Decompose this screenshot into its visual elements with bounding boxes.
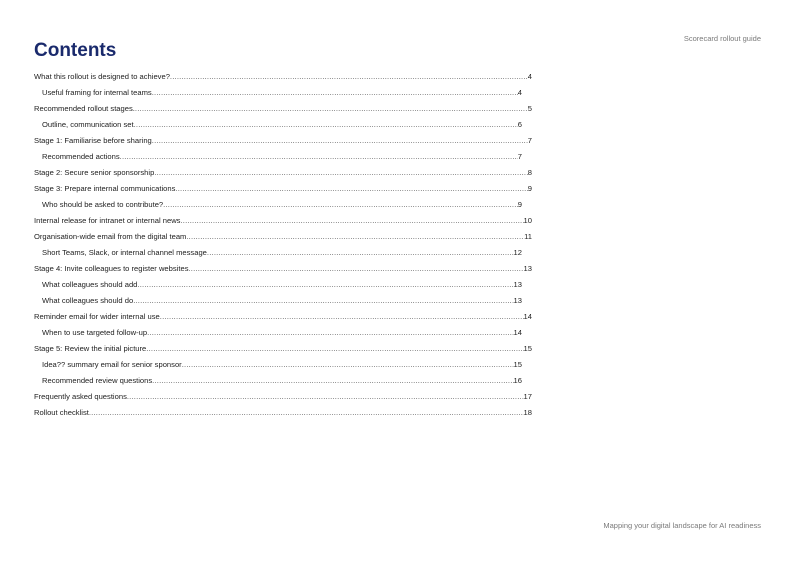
toc-entry-label: Stage 1: Familiarise before sharing bbox=[34, 136, 152, 145]
toc-dot-leader bbox=[152, 88, 518, 97]
toc-entry-page-number: 4 bbox=[517, 88, 522, 97]
toc-entry-page-number: 10 bbox=[523, 216, 532, 225]
toc-dot-leader bbox=[180, 216, 523, 225]
toc-entry[interactable] bbox=[34, 120, 522, 136]
toc-entry[interactable] bbox=[34, 392, 532, 408]
toc-entry-label: Recommended actions bbox=[42, 152, 120, 161]
toc-entry-label: Useful framing for internal teams bbox=[42, 88, 152, 97]
toc-entry-page-number: 18 bbox=[523, 408, 532, 417]
toc-dot-leader bbox=[152, 136, 528, 145]
toc-entry-page-number: 5 bbox=[527, 104, 532, 113]
toc-entry[interactable] bbox=[34, 232, 532, 248]
toc-entry-page-number: 14 bbox=[523, 312, 532, 321]
toc-entry-label: Reminder email for wider internal use bbox=[34, 312, 160, 321]
toc-entry-label: What this rollout is designed to achieve? bbox=[34, 72, 170, 81]
toc-dot-leader bbox=[170, 72, 528, 81]
toc-entry[interactable] bbox=[34, 264, 532, 280]
toc-entry[interactable] bbox=[34, 296, 522, 312]
toc-dot-leader bbox=[175, 184, 527, 193]
toc-dot-leader bbox=[154, 168, 527, 177]
toc-dot-leader bbox=[134, 120, 518, 129]
toc-entry-page-number: 13 bbox=[523, 264, 532, 273]
toc-entry-page-number: 13 bbox=[513, 280, 522, 289]
toc-dot-leader bbox=[146, 344, 523, 353]
toc-entry-page-number: 7 bbox=[517, 152, 522, 161]
toc-entry-label: Recommended review questions bbox=[42, 376, 153, 385]
toc-entry-label: Rollout checklist bbox=[34, 408, 89, 417]
toc-entry-label: Organisation-wide email from the digital team bbox=[34, 232, 187, 241]
toc-dot-leader bbox=[160, 312, 524, 321]
toc-dot-leader bbox=[89, 408, 524, 417]
toc-entry[interactable] bbox=[34, 168, 532, 184]
toc-entry[interactable] bbox=[34, 344, 532, 360]
toc-entry[interactable] bbox=[34, 104, 532, 120]
toc-entry-page-number: 9 bbox=[527, 184, 532, 193]
toc-entry-label: Stage 3: Prepare internal communications bbox=[34, 184, 176, 193]
toc-entry[interactable] bbox=[34, 408, 532, 424]
toc-entry[interactable] bbox=[34, 72, 532, 88]
toc-entry-page-number: 12 bbox=[513, 248, 522, 257]
toc-entry[interactable] bbox=[34, 184, 532, 200]
toc-entry-page-number: 7 bbox=[527, 136, 532, 145]
toc-dot-leader bbox=[189, 264, 524, 273]
toc-entry-label: What colleagues should add bbox=[42, 280, 138, 289]
toc-entry-page-number: 4 bbox=[527, 72, 532, 81]
toc-entry[interactable] bbox=[34, 136, 532, 152]
toc-entry[interactable] bbox=[34, 248, 522, 264]
toc-dot-leader bbox=[207, 248, 514, 257]
toc-entry[interactable] bbox=[34, 216, 532, 232]
page-title: Contents bbox=[34, 40, 117, 61]
table-of-contents bbox=[34, 72, 532, 424]
toc-dot-leader bbox=[152, 376, 513, 385]
toc-entry[interactable] bbox=[34, 152, 522, 168]
toc-dot-leader bbox=[133, 296, 513, 305]
toc-entry-label: Recommended rollout stages. bbox=[34, 104, 135, 113]
header-guide-title: Scorecard rollout guide bbox=[683, 34, 761, 43]
toc-entry[interactable] bbox=[34, 328, 522, 344]
toc-entry[interactable] bbox=[34, 200, 522, 216]
toc-entry-label: Internal release for intranet or internal news bbox=[34, 216, 181, 225]
toc-entry-page-number: 17 bbox=[523, 392, 532, 401]
toc-entry-page-number: 8 bbox=[527, 168, 532, 177]
toc-entry-label: Stage 5: Review the initial picture bbox=[34, 344, 147, 353]
toc-entry[interactable] bbox=[34, 280, 522, 296]
toc-dot-leader bbox=[137, 280, 513, 289]
toc-dot-leader bbox=[182, 360, 514, 369]
toc-entry-label: Stage 4: Invite colleagues to register websites bbox=[34, 264, 189, 273]
footer-text: Mapping your digital landscape for AI readiness bbox=[603, 521, 761, 530]
toc-dot-leader bbox=[186, 232, 524, 241]
toc-dot-leader bbox=[135, 104, 528, 113]
toc-entry[interactable] bbox=[34, 376, 522, 392]
toc-entry-label: Frequently asked questions bbox=[34, 392, 127, 401]
toc-entry-page-number: 11 bbox=[524, 232, 532, 241]
toc-entry[interactable] bbox=[34, 88, 522, 104]
toc-entry-page-number: 15 bbox=[513, 360, 522, 369]
toc-entry-page-number: 13 bbox=[513, 296, 522, 305]
toc-entry-page-number: 15 bbox=[523, 344, 532, 353]
toc-entry-label: Who should be asked to contribute? bbox=[42, 200, 164, 209]
toc-entry-label: Stage 2: Secure senior sponsorship bbox=[34, 168, 155, 177]
toc-entry-label: Short Teams, Slack, or internal channel message bbox=[42, 248, 207, 257]
toc-dot-leader bbox=[147, 328, 513, 337]
toc-entry-label: When to use targeted follow-up bbox=[42, 328, 148, 337]
toc-entry-page-number: 6 bbox=[517, 120, 522, 129]
toc-entry-label: Outline, communication set bbox=[42, 120, 134, 129]
toc-entry-page-number: 9 bbox=[517, 200, 522, 209]
toc-entry-label: What colleagues should do bbox=[42, 296, 134, 305]
toc-dot-leader bbox=[163, 200, 518, 209]
toc-entry-page-number: 16 bbox=[513, 376, 522, 385]
toc-entry[interactable] bbox=[34, 312, 532, 328]
toc-dot-leader bbox=[127, 392, 524, 401]
toc-entry-page-number: 14 bbox=[513, 328, 522, 337]
toc-entry[interactable] bbox=[34, 360, 522, 376]
toc-entry-label: Idea?? summary email for senior sponsor bbox=[42, 360, 182, 369]
toc-dot-leader bbox=[120, 152, 518, 161]
